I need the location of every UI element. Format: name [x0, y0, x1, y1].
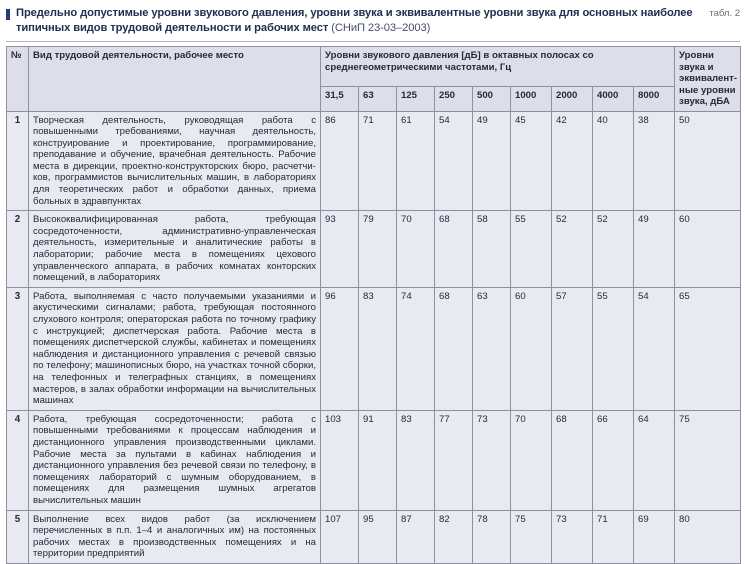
cell-spl-250: 54 [435, 111, 473, 211]
row-number: 1 [7, 111, 29, 211]
cell-spl-500: 49 [473, 111, 511, 211]
cell-spl-250: 68 [435, 287, 473, 410]
cell-spl-8000: 49 [634, 211, 675, 288]
col-header-spl-group: Уровни звукового давления [дБ] в октавных полосах со среднегеометрическими частотами, Гц [321, 47, 675, 87]
row-activity-description: Работа, выполняемая с часто получаемыми указаниями и акустическими сигналами; работа, требующая постоянного слухового контроля; операторская работа по точному графику с инструкцией; диспетчерская работа. Рабочие места в помещениях диспетчерской службы, кабинетах и помещениях наблюдения и дистанционного управления с речевой связью по телефону; машинописных бюро, на участках точной сборки, на телефонных и телеграфных станциях, в помещениях мастеров, в залах обработки информации на вычислительных машинах [29, 287, 321, 410]
table-container [0, 42, 746, 564]
col-header-freq-1000: 1000 [511, 86, 552, 111]
cell-spl-31.5: 96 [321, 287, 359, 410]
page-title-source: (СНиП 23-03–2003) [331, 21, 431, 34]
col-header-freq-125: 125 [397, 86, 435, 111]
col-header-no: № [7, 47, 29, 112]
table-row [7, 410, 741, 510]
cell-dba: 60 [675, 211, 741, 288]
table-body [7, 111, 741, 563]
cell-spl-1000: 45 [511, 111, 552, 211]
cell-spl-63: 91 [359, 410, 397, 510]
sound-pressure-table [6, 46, 741, 564]
cell-spl-125: 70 [397, 211, 435, 288]
table-row [7, 287, 741, 410]
cell-spl-4000: 52 [593, 211, 634, 288]
page-title-line1: Предельно допустимые уровни звукового давления, уровни звука и эквивалентные уровни звука для основных [16, 7, 638, 19]
cell-dba: 80 [675, 510, 741, 563]
cell-spl-31.5: 107 [321, 510, 359, 563]
table-row [7, 510, 741, 563]
page-title [16, 6, 701, 35]
cell-spl-500: 63 [473, 287, 511, 410]
row-activity-description: Творческая деятельность, руководящая работа с повышенными требованиями, научная деятельность, конструирование и проектирование, программирование, преподавание и обучение, врачебная деятельность. Рабочие места в дирекции, проектно-конструкторских бюро, расчетчиков, программистов вычислительных машин, в лабораториях для теоретических работ и обработки данных, приема больных в здравпунктах [29, 111, 321, 211]
cell-spl-125: 61 [397, 111, 435, 211]
col-header-freq-2000: 2000 [552, 86, 593, 111]
table-row [7, 211, 741, 288]
cell-spl-8000: 54 [634, 287, 675, 410]
cell-spl-250: 82 [435, 510, 473, 563]
cell-spl-500: 78 [473, 510, 511, 563]
cell-spl-4000: 40 [593, 111, 634, 211]
cell-spl-1000: 60 [511, 287, 552, 410]
cell-spl-1000: 75 [511, 510, 552, 563]
cell-spl-31.5: 86 [321, 111, 359, 211]
cell-spl-2000: 73 [552, 510, 593, 563]
col-header-freq-63: 63 [359, 86, 397, 111]
cell-spl-63: 71 [359, 111, 397, 211]
title-marker-bar [6, 9, 10, 20]
cell-spl-250: 68 [435, 211, 473, 288]
cell-spl-125: 74 [397, 287, 435, 410]
cell-spl-31.5: 103 [321, 410, 359, 510]
row-activity-description: Работа, требующая сосредоточенности; работа с повышенными требованиями к процессам наблюдения и дистанционного управления производственными циклами. Рабочие места за пультами в кабинах наблюдения и дистанционного управления без речевой связи по телефону, в помещениях лабораторий с шумным оборудованием, в помещениях для размещения шумных агрегатов вычислительных машин [29, 410, 321, 510]
document-header [0, 0, 746, 35]
col-header-dba: Уровни звука и эквивалентные уровни звука, дБА [675, 47, 741, 112]
col-header-kind: Вид трудовой деятельности, рабочее место [29, 47, 321, 112]
row-number: 3 [7, 287, 29, 410]
cell-spl-2000: 42 [552, 111, 593, 211]
table-head [7, 47, 741, 112]
cell-spl-2000: 57 [552, 287, 593, 410]
table-number-label: табл. 2 [709, 8, 740, 19]
page-title-line2: наиболее типичных видов трудовой деятельности и рабочих мест [16, 7, 693, 34]
table-header-row-1 [7, 47, 741, 87]
cell-spl-500: 58 [473, 211, 511, 288]
title-text-wrap [16, 6, 709, 35]
cell-dba: 65 [675, 287, 741, 410]
cell-dba: 75 [675, 410, 741, 510]
row-number: 2 [7, 211, 29, 288]
cell-spl-500: 73 [473, 410, 511, 510]
table-row [7, 111, 741, 211]
cell-spl-4000: 55 [593, 287, 634, 410]
cell-spl-63: 83 [359, 287, 397, 410]
cell-spl-2000: 52 [552, 211, 593, 288]
row-activity-description: Высококвалифицированная работа, требующая сосредоточенности, административно-управленческая деятельность, измерительные и аналитические работы в лаборатории; рабочие места в помещениях цехового управленческого аппарата, в рабочих комнатах конторских помещений, в лабораториях [29, 211, 321, 288]
col-header-freq-4000: 4000 [593, 86, 634, 111]
cell-spl-2000: 68 [552, 410, 593, 510]
col-header-freq-8000: 8000 [634, 86, 675, 111]
cell-spl-4000: 71 [593, 510, 634, 563]
cell-spl-31.5: 93 [321, 211, 359, 288]
cell-spl-1000: 70 [511, 410, 552, 510]
col-header-freq-31.5: 31,5 [321, 86, 359, 111]
cell-spl-8000: 69 [634, 510, 675, 563]
row-activity-description: Выполнение всех видов работ (за исключением перечисленных в п.п. 1–4 и аналогичных им) на постоянных рабочих местах в производственных помещениях и на территории предприятий [29, 510, 321, 563]
cell-spl-8000: 38 [634, 111, 675, 211]
col-header-freq-500: 500 [473, 86, 511, 111]
row-number: 4 [7, 410, 29, 510]
cell-spl-63: 95 [359, 510, 397, 563]
cell-spl-125: 87 [397, 510, 435, 563]
cell-spl-125: 83 [397, 410, 435, 510]
cell-spl-1000: 55 [511, 211, 552, 288]
cell-spl-8000: 64 [634, 410, 675, 510]
cell-spl-4000: 66 [593, 410, 634, 510]
cell-dba: 50 [675, 111, 741, 211]
col-header-freq-250: 250 [435, 86, 473, 111]
row-number: 5 [7, 510, 29, 563]
cell-spl-250: 77 [435, 410, 473, 510]
cell-spl-63: 79 [359, 211, 397, 288]
